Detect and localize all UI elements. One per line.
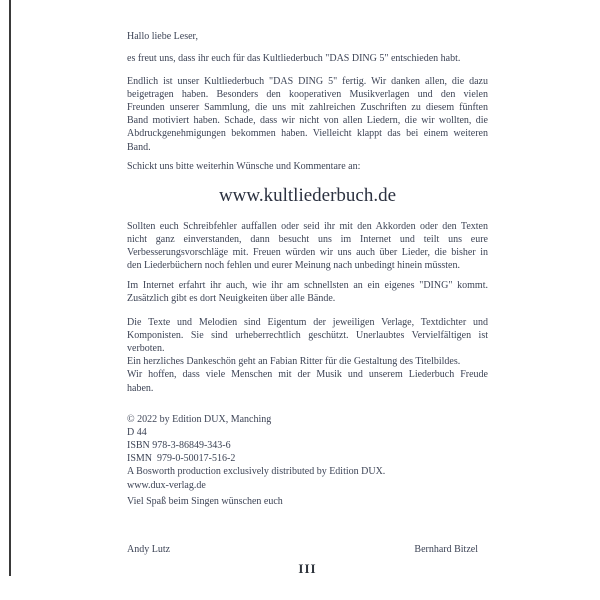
text-line: Sollten euch Schreibfehler auffallen oder seid ihr mit den Akkorden oder den Texten <box>127 220 488 232</box>
text-line: Freunden unserer Sammlung, die uns mit zahlreichen Zuschriften zu diesem fünften <box>127 101 488 113</box>
internet-paragraph <box>127 279 488 305</box>
signatures-row <box>127 543 488 556</box>
text-line: verboten. <box>127 342 165 354</box>
text-line: den Liederbüchern noch fehlen und eurer Meinung nach unbedingt hinein müssten. <box>127 260 460 272</box>
signature-bernhard-bitzel: Bernhard Bitzel <box>414 543 478 555</box>
text-line: Ein herzliches Dankeschön geht an Fabian Ritter für die Gestaltung des Titelbildes. <box>127 356 461 368</box>
feedback-paragraph <box>127 220 488 273</box>
page-number: III <box>298 561 317 576</box>
text-line: Band motiviert haben. Schade, dass wir nicht von allen Liedern, die wir wollten, die <box>127 115 488 127</box>
text-line: ISMN 979-0-50017-516-2 <box>127 453 236 465</box>
text-line: Die Texte und Melodien sind Eigentum der jeweiligen Verlage, Textdichter und <box>127 316 488 328</box>
book-page-edge-line <box>9 0 11 576</box>
text-line: Zusätzlich gibt es dort Neuigkeiten über alle Bände. <box>127 292 336 304</box>
text-line: haben. <box>127 382 154 394</box>
feedback-request-line: Schickt uns bitte weiterhin Wünsche und Kommentare an: <box>127 160 361 172</box>
text-line: A Bosworth production exclusively distributed by Edition DUX. <box>127 466 386 478</box>
text-line: Komponisten. Sie sind urheberrechtlich geschützt. Unerlaubtes Vervielfältigen ist <box>127 329 488 341</box>
text-line: beigetragen haben. Besonders den kooperativen Musikverlagen und den vielen <box>127 88 488 100</box>
imprint-block <box>127 413 488 492</box>
text-line: ISBN 978-3-86849-343-6 <box>127 439 231 451</box>
text-line: D 44 <box>127 426 147 438</box>
thanks-paragraph <box>127 75 488 154</box>
text-line: Endlich ist unser Kultliederbuch "DAS DING 5" fertig. Wir danken allen, die dazu <box>127 75 488 87</box>
greeting-line: Hallo liebe Leser, <box>127 31 198 42</box>
text-line: Wir hoffen, dass viele Menschen mit der Musik und unserem Liederbuch Freude <box>127 369 488 381</box>
text-line: Band. <box>127 141 151 153</box>
website-url: www.kultliederbuch.de <box>218 185 397 206</box>
text-line: Im Internet erfahrt ihr auch, wie ihr am schnellsten an ein eigenes "DING" kommt. <box>127 279 488 291</box>
text-line: Abdruckgenehmigungen bekommen haben. Vielleicht klappt das bei einem weiteren <box>127 128 488 140</box>
intro-line: es freut uns, dass ihr euch für das Kultliederbuch "DAS DING 5" entschieden habt. <box>127 52 461 64</box>
copyright-notice-paragraph <box>127 316 488 395</box>
text-line: nicht ganz einverstanden, dann besucht uns im Internet und teilt uns eure <box>127 233 488 245</box>
singing-wishes-line: Viel Spaß beim Singen wünschen euch <box>127 496 283 507</box>
signature-andy-lutz: Andy Lutz <box>127 543 171 555</box>
text-line: © 2022 by Edition DUX, Manching <box>127 413 272 425</box>
text-line: www.dux-verlag.de <box>127 479 206 491</box>
text-line: Verbesserungsvorschläge mit. Freuen würden wir uns auch über Lieder, die bisher in <box>127 246 488 258</box>
